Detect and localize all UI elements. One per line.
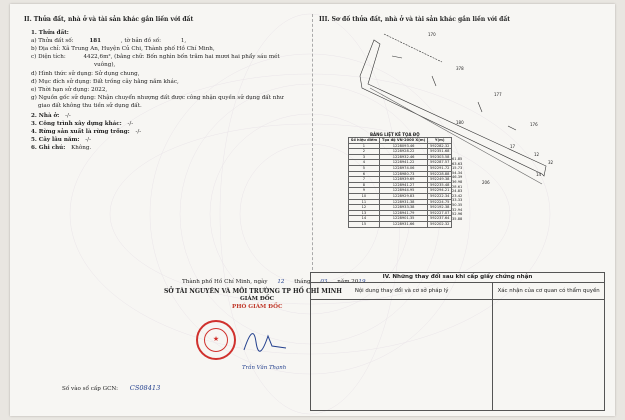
coord-distance: 23.42 (452, 193, 463, 198)
coord-distance: 50.35 (452, 202, 463, 207)
serial-number: CS08413 (129, 384, 161, 392)
coord-distance: 63.63 (452, 161, 463, 166)
coord-header-y: Y(m) (428, 138, 452, 144)
coord-header-x: Tọa độ VN-2000 X(m) (379, 138, 428, 144)
place-date-line: Thành phố Hồ Chí Minh, ngày 12 tháng 03 năm 2019 (182, 279, 366, 285)
map-label-378: 378 (456, 66, 464, 71)
area-label: c) Diện tích: (31, 54, 66, 60)
date-month: 03 (320, 279, 328, 285)
map-label-170: 170 (428, 32, 436, 37)
coord-x: 1228929.83 (379, 193, 428, 199)
coord-row (349, 165, 452, 171)
map-number: 1, (180, 38, 187, 44)
coord-point: 15 (349, 221, 380, 227)
address-line: b) Địa chỉ: Xã Trung An, Huyện Củ Chi, Thành phố Hồ Chí Minh, (31, 46, 215, 52)
coord-y: 592303.58 (428, 154, 452, 160)
coord-header-point: Số hiệu điểm (349, 138, 380, 144)
area-line-2: vuông), (94, 62, 116, 68)
coord-x: 1228941.27 (379, 182, 428, 188)
serial-label: Số vào sổ cấp GCN: (62, 386, 118, 392)
map-label: , tờ bản đồ số: (120, 38, 162, 44)
perennial-line: 5. Cây lâu năm: -/- (31, 137, 91, 143)
column-divider (312, 14, 314, 270)
director-title: GIÁM ĐỐC (240, 296, 275, 302)
coord-x: 1228944.95 (379, 188, 428, 194)
coord-row (349, 160, 452, 166)
coord-y: 592237.64 (428, 216, 452, 222)
coord-x: 1228928.22 (379, 149, 428, 155)
map-label-180: 180 (456, 120, 464, 125)
coord-row (349, 182, 452, 188)
coord-distance: 52.96 (452, 212, 463, 217)
coord-point: 11 (349, 199, 380, 205)
coord-point: 14 (349, 216, 380, 222)
usage-term-line: e) Thời hạn sử dụng: 2022, (31, 87, 108, 93)
map-label-14: 14 (536, 172, 542, 177)
coord-distance: 32.94 (452, 207, 463, 212)
coord-x: 1228933.38 (379, 205, 428, 211)
coord-row (349, 210, 452, 216)
house-line: 2. Nhà ở: -/- (31, 113, 71, 119)
area-value: 4422,6m², (bằng chữ: Bốn nghìn bốn trăm hai mươi hai phẩy sáu mét (83, 54, 280, 60)
official-seal (196, 320, 236, 360)
coord-y: 592291.72 (428, 165, 452, 171)
section-2-title: II. Thửa đất, nhà ở và tài sản khác gắn liền với đất (24, 16, 194, 23)
changes-title: IV. Những thay đổi sau khi cấp giấy chứng nhận (311, 273, 605, 283)
forest-line: 4. Rừng sản xuất là rừng trồng: -/- (31, 129, 142, 135)
coord-row (349, 188, 452, 194)
coord-point: 5 (349, 165, 380, 171)
coord-x: 1228939.69 (379, 177, 428, 183)
coord-y: 592192.38 (428, 205, 452, 211)
coord-row (349, 216, 452, 222)
coord-point: 9 (349, 188, 380, 194)
signature-scribble (240, 324, 290, 354)
coord-row (349, 149, 452, 155)
coord-row (349, 193, 452, 199)
map-label-176: 176 (530, 122, 538, 127)
coord-distance: 15.73 (452, 166, 463, 171)
coord-x: 1228974.06 (379, 165, 428, 171)
coord-point: 1 (349, 143, 380, 149)
coord-point: 10 (349, 193, 380, 199)
coord-distance: 61.85 (452, 157, 463, 161)
seal-star: ★ (212, 335, 220, 343)
changes-content-cell (311, 300, 493, 411)
coord-row (349, 171, 452, 177)
parcel-line (31, 38, 186, 45)
origin-line: g) Nguồn gốc sử dụng: Nhận chuyển nhượng đất được công nhận quyền sử dụng đất như (31, 95, 284, 101)
map-label-17: 17 (510, 144, 516, 149)
coord-row (349, 205, 452, 211)
note-line: 6. Ghi chú: Không. (31, 145, 92, 151)
coord-distance: 35.88 (452, 216, 463, 221)
coord-distance: 28.61 (452, 184, 463, 189)
construction-line: 3. Công trình xây dựng khác: -/- (31, 121, 134, 127)
land-heading: 1. Thửa đất: (31, 30, 69, 36)
coord-y: 592224.75 (428, 199, 452, 205)
coord-point: 2 (349, 149, 380, 155)
serial-line (62, 385, 160, 393)
map-label-12: 12 (534, 152, 540, 157)
coord-point: 6 (349, 171, 380, 177)
coord-distance: 33.33 (452, 198, 463, 203)
coord-y: 592202.32 (428, 221, 452, 227)
coord-row (349, 221, 452, 227)
coordinate-table (348, 137, 452, 228)
coord-row (349, 177, 452, 183)
coord-point: 13 (349, 210, 380, 216)
coord-distance: 36.98 (452, 179, 463, 184)
coord-y: 592351.68 (428, 149, 452, 155)
coord-x: 1228093.46 (379, 143, 428, 149)
coord-y: 592287.57 (428, 160, 452, 166)
coord-row (349, 199, 452, 205)
coord-distance: 46.39 (452, 175, 463, 180)
coord-x: 1228901.35 (379, 216, 428, 222)
coord-point: 12 (349, 205, 380, 211)
deputy-director-title: PHÓ GIÁM ĐỐC (232, 304, 283, 310)
map-label-177: 177 (494, 92, 502, 97)
coord-point: 8 (349, 182, 380, 188)
coord-y: 592294.21 (428, 188, 452, 194)
usage-purpose-line: đ) Mục đích sử dụng: Đất trồng cây hằng năm khác, (31, 79, 179, 85)
coord-table-title: BẢNG LIỆT KÊ TỌA ĐỘ (370, 132, 420, 137)
coord-point: 7 (349, 177, 380, 183)
coord-x: 1228941.22 (379, 160, 428, 166)
usage-form-line: d) Hình thức sử dụng: Sử dụng chung, (31, 71, 140, 77)
changes-col-content: Nội dung thay đổi và cơ sở pháp lý (311, 283, 493, 300)
coord-point: 4 (349, 160, 380, 166)
issuing-agency: SỞ TÀI NGUYÊN VÀ MÔI TRƯỜNG TP HỒ CHÍ MINH (164, 288, 342, 295)
origin-line-2: giao đất không thu tiền sử dụng đất. (38, 103, 142, 109)
coord-point: 3 (349, 154, 380, 160)
certificate-page (10, 4, 615, 416)
coord-y: 592249.38 (428, 177, 452, 183)
coord-y: 592235.48 (428, 182, 452, 188)
coord-x: 1228980.73 (379, 171, 428, 177)
coord-x: 1228931.38 (379, 199, 428, 205)
date-year: 19 (358, 279, 366, 285)
map-label-206: 206 (482, 180, 490, 185)
distance-column (452, 157, 462, 221)
coord-distance: 54.34 (452, 170, 463, 175)
changes-table (310, 272, 605, 411)
coord-y: 592227.07 (428, 210, 452, 216)
coord-x: 1228941.79 (379, 210, 428, 216)
coord-x: 1228932.46 (379, 154, 428, 160)
coord-row (349, 154, 452, 160)
coord-y: 592222.34 (428, 193, 452, 199)
area-line (31, 54, 280, 61)
coord-y: 592228.88 (428, 171, 452, 177)
coord-distance: 24.83 (452, 189, 463, 194)
changes-col-confirm: Xác nhận của cơ quan có thẩm quyền (493, 283, 605, 300)
map-label-32: 32 (548, 160, 554, 165)
coord-x: 1228931.66 (379, 221, 428, 227)
coord-y: 592282.32 (428, 143, 452, 149)
coord-row (349, 143, 452, 149)
changes-confirm-cell (493, 300, 605, 411)
parcel-number: 181 (89, 38, 102, 44)
section-3-title: III. Sơ đồ thửa đất, nhà ở và tài sản khác gắn liền với đất (319, 16, 511, 23)
parcel-label: a) Thửa đất số: (31, 38, 74, 44)
date-day: 12 (277, 279, 285, 285)
signer-name: Trần Văn Thạnh (242, 365, 287, 371)
